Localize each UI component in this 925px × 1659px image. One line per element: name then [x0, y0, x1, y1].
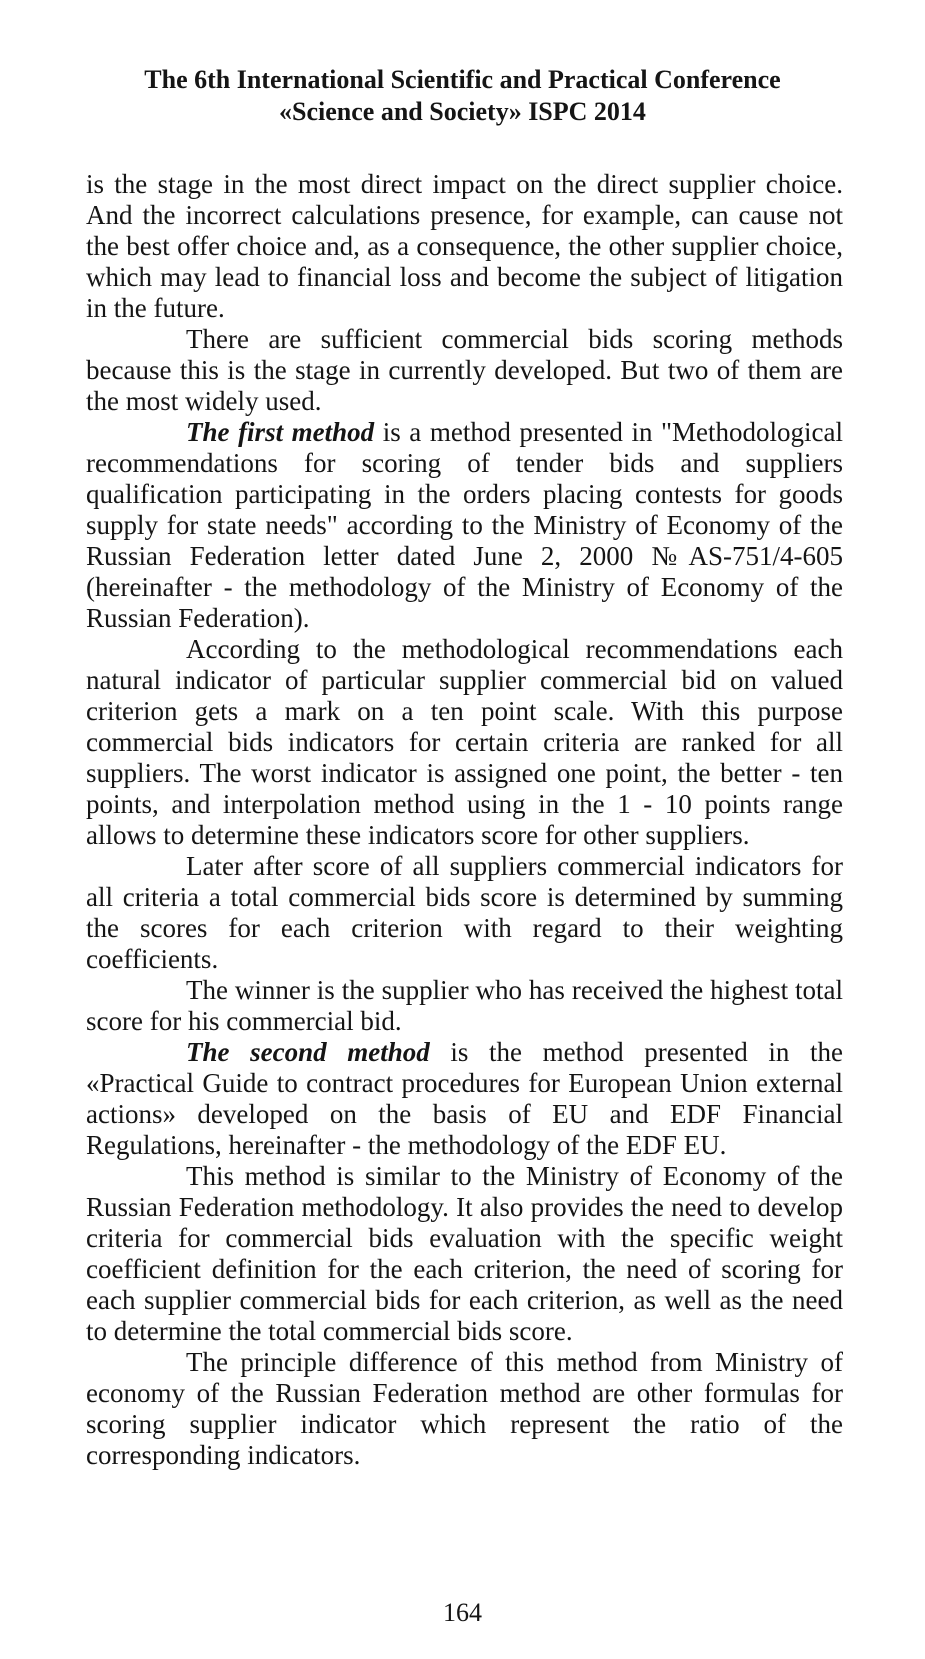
paragraph-text: is the method presented in the «Practical Guide to contract procedures for European Union external actions» developed on the basis of EU and EDF Financial Regulations, hereinafter - the methodology of the EDF EU. — [86, 1037, 843, 1160]
document-body — [86, 169, 843, 1471]
page-number: 164 — [443, 1598, 482, 1627]
paragraph — [86, 975, 843, 1037]
paragraph — [86, 634, 843, 851]
paragraph-text: The winner is the supplier who has received the highest total score for his commercial bid. — [86, 975, 843, 1036]
paragraph — [86, 324, 843, 417]
paragraph-text: This method is similar to the Ministry of Economy of the Russian Federation methodology. It also provides the need to develop criteria for commercial bids evaluation with the specific weight coefficient definition for the each criterion, the need of scoring for each supplier commercial bids for each criterion, as well as the need to determine the total commercial bids score. — [86, 1161, 843, 1346]
paragraph-text: There are sufficient commercial bids scoring methods because this is the stage in currently developed. But two of them are the most widely used. — [86, 324, 843, 416]
paragraph — [86, 851, 843, 975]
conference-header — [0, 64, 925, 128]
paragraph-text: The principle difference of this method from Ministry of economy of the Russian Federation method are other formulas for scoring supplier indicator which represent the ratio of the corresponding indicators. — [86, 1347, 843, 1470]
paragraph — [86, 1037, 843, 1161]
paragraph — [86, 169, 843, 324]
paragraph-text: is the stage in the most direct impact on the direct supplier choice. And the incorrect calculations presence, for example, can cause not the best offer choice and, as a consequence, the other supplier choice, which may lead to financial loss and become the subject of litigation in the future. — [86, 169, 843, 323]
paragraph-text: According to the methodological recommendations each natural indicator of particular supplier commercial bid on valued criterion gets a mark on a ten point scale. With this purpose commercial bids indicators for certain criteria are ranked for all suppliers. The worst indicator is assigned one point, the better - ten points, and interpolation method using in the 1 - 10 points range allows to determine these indicators score for other suppliers. — [86, 634, 843, 850]
paragraph-text: Later after score of all suppliers commercial indicators for all criteria a total commercial bids score is determined by summing the scores for each criterion with regard to their weighting coefficients. — [86, 851, 843, 974]
header-line-1: The 6th International Scientific and Practical Conference — [144, 65, 781, 94]
first-method-lead: The first method — [186, 417, 375, 447]
paragraph — [86, 417, 843, 634]
second-method-lead: The second method — [186, 1037, 430, 1067]
paragraph — [86, 1347, 843, 1471]
header-line-2: «Science and Society» ISPC 2014 — [279, 97, 646, 126]
paragraph — [86, 1161, 843, 1347]
paragraph-text: is a method presented in "Methodological recommendations for scoring of tender bids and suppliers qualification participating in the orders placing contests for goods supply for state needs" according to the Ministry of Economy of the Russian Federation letter dated June 2, 2000 №AS-751/4-605 (hereinafter - the methodology of the Ministry of Economy of the Russian Federation). — [86, 417, 843, 633]
